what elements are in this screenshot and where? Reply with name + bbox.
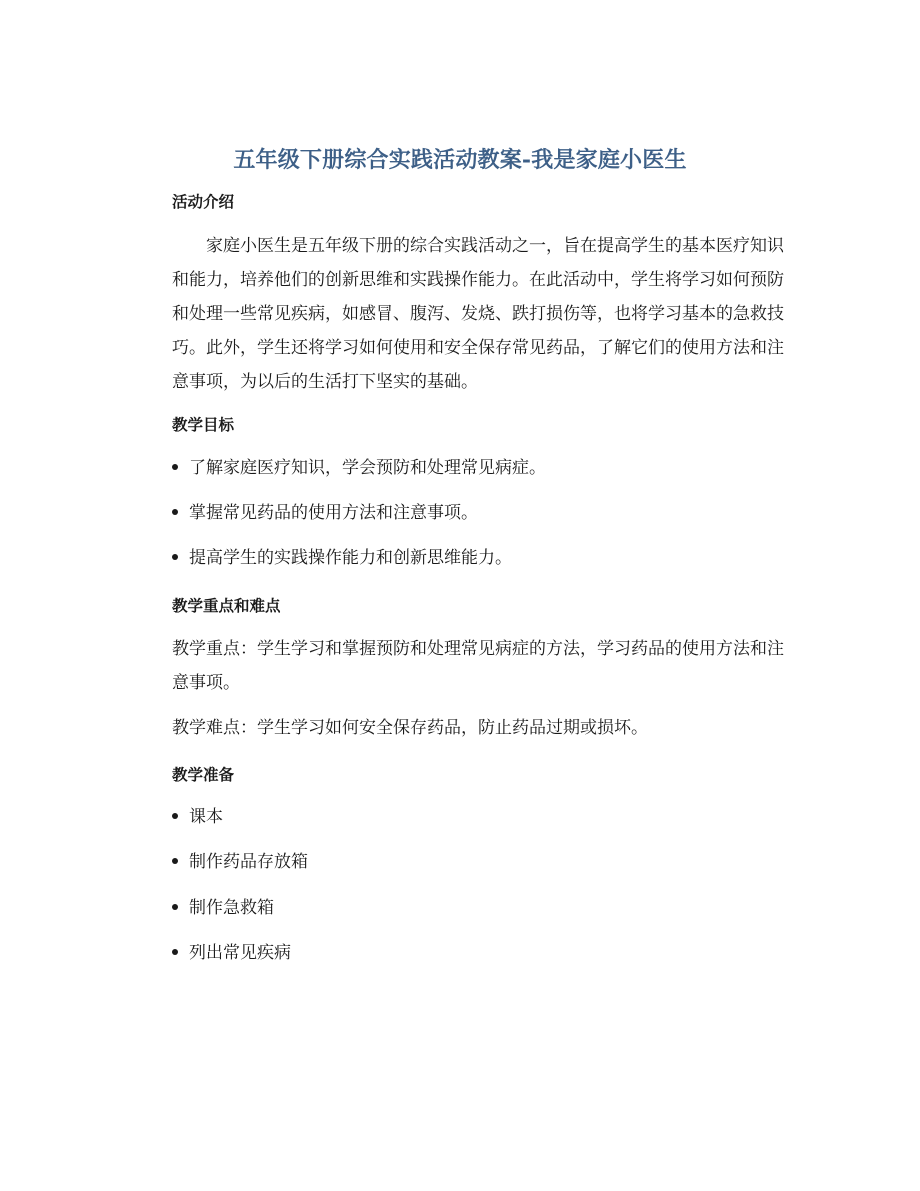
list-item [172,546,512,570]
difficulty-paragraph: 教学难点：学生学习如何安全保存药品，防止药品过期或损坏。 [172,718,648,738]
section-heading-focus: 教学重点和难点 [172,596,281,615]
bullet-icon [172,858,178,864]
section-heading-intro: 活动介绍 [172,192,235,211]
bullet-icon [172,949,178,955]
section-heading-prep: 教学准备 [172,765,235,784]
bullet-icon [172,904,178,910]
list-item-text: 列出常见疾病 [189,943,291,963]
bullet-icon [172,813,178,819]
list-item [172,941,291,965]
intro-paragraph [172,229,788,399]
document-title: 五年级下册综合实践活动教案-我是家庭小医生 [233,147,687,173]
list-item-text: 了解家庭医疗知识，学会预防和处理常见病症。 [189,458,546,478]
bullet-icon [172,464,178,470]
list-item [172,456,546,480]
list-item-text: 制作急救箱 [189,898,274,918]
intro-paragraph-text: 家庭小医生是五年级下册的综合实践活动之一，旨在提高学生的基本医疗知识和能力，培养他们的创新思维和实践操作能力。在此活动中，学生将学习如何预防和处理一些常见疾病，如感冒、腹泻、发烧、跌打损伤等，也将学习基本的急救技巧。此外，学生还将学习如何使用和安全保存常见药品，了解它们的使用方法和注意事项，为以后的生活打下坚实的基础。 [172,236,784,392]
key-point-paragraph: 教学重点：学生学习和掌握预防和处理常见病症的方法，学习药品的使用方法和注意事项。 [172,639,784,693]
list-item-text: 掌握常见药品的使用方法和注意事项。 [189,503,478,523]
list-item [172,805,223,829]
list-item-text: 提高学生的实践操作能力和创新思维能力。 [189,548,512,568]
list-item-text: 制作药品存放箱 [189,852,308,872]
bullet-icon [172,554,178,560]
bullet-icon [172,509,178,515]
list-item [172,850,308,874]
section-heading-goals: 教学目标 [172,415,235,434]
list-item [172,896,274,920]
list-item-text: 课本 [189,807,223,827]
list-item [172,501,478,525]
